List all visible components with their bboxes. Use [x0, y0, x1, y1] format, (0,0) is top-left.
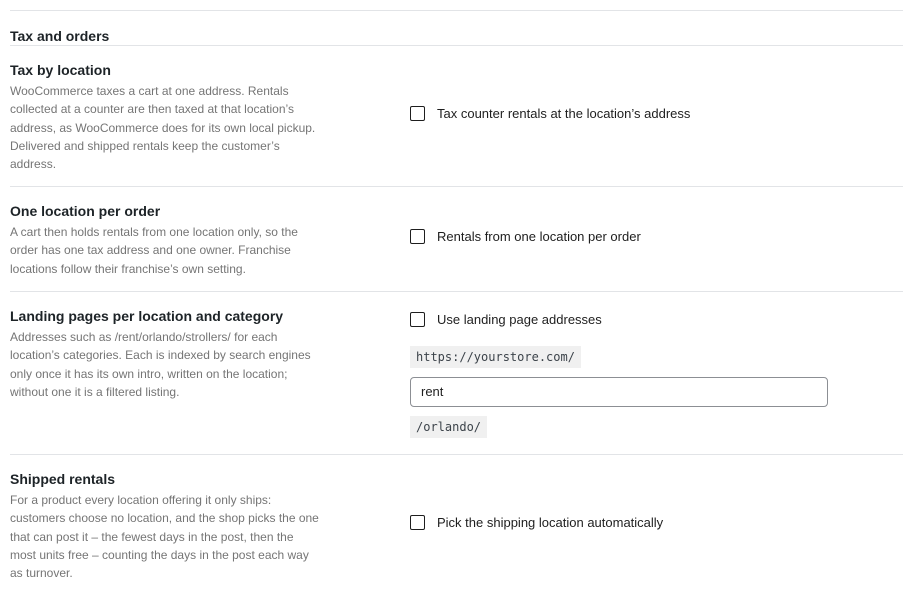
- setting-title: One location per order: [10, 203, 161, 219]
- tax-by-location-checkbox[interactable]: [410, 106, 425, 121]
- landing-pages-checkbox[interactable]: [410, 312, 425, 327]
- shipping-location-checkbox[interactable]: [410, 515, 425, 530]
- checkbox-label[interactable]: Rentals from one location per order: [437, 229, 641, 244]
- section-divider: [10, 45, 903, 46]
- row-divider: [10, 186, 903, 187]
- setting-description: A cart then holds rentals from one location only, so the order has one tax address and one owner. Franchise locations follow their franchise’s own setting.: [10, 225, 298, 276]
- setting-title: Landing pages per location and category: [10, 308, 284, 324]
- row-divider: [10, 454, 903, 455]
- one-location-option[interactable]: [410, 229, 641, 244]
- setting-description: WooCommerce taxes a cart at one address. Rentals collected at a counter are then taxed at that location’s address, as WooCommerce does for its own local pickup. Delivered and shipped rentals keep the customer’s address.: [10, 84, 316, 172]
- url-prefix: https://yourstore.com/: [410, 346, 581, 368]
- setting-title: Tax by location: [10, 62, 111, 78]
- checkbox-label[interactable]: Tax counter rentals at the location’s address: [437, 106, 691, 121]
- url-suffix: /orlando/: [410, 416, 487, 438]
- checkbox-label[interactable]: Pick the shipping location automatically: [437, 515, 664, 530]
- setting-description: Addresses such as /rent/orlando/strollers/ for each location’s categories. Each is indexed by search engines only once it has its own intro, written on the location; without one it is a filtered listing.: [10, 330, 311, 399]
- setting-tax-by-location: [10, 61, 320, 173]
- setting-description: For a product every location offering it only ships: customers choose no location, and the shop picks the one that can post it – the fewest days in the post, then the most units free – counting the days in the post each way as turnover.: [10, 493, 319, 581]
- shipping-location-option[interactable]: [410, 515, 663, 530]
- checkbox-label[interactable]: Use landing page addresses: [437, 312, 602, 327]
- landing-slug-input[interactable]: rent: [410, 377, 828, 407]
- setting-landing-pages: [10, 307, 320, 401]
- section-title: Tax and orders: [10, 28, 110, 44]
- row-divider: [10, 291, 903, 292]
- top-divider: [10, 10, 903, 11]
- one-location-checkbox[interactable]: [410, 229, 425, 244]
- setting-one-location-per-order: [10, 202, 320, 278]
- setting-shipped-rentals: [10, 470, 320, 582]
- setting-title: Shipped rentals: [10, 471, 116, 487]
- landing-pages-option[interactable]: [410, 312, 602, 327]
- tax-by-location-option[interactable]: [410, 106, 690, 121]
